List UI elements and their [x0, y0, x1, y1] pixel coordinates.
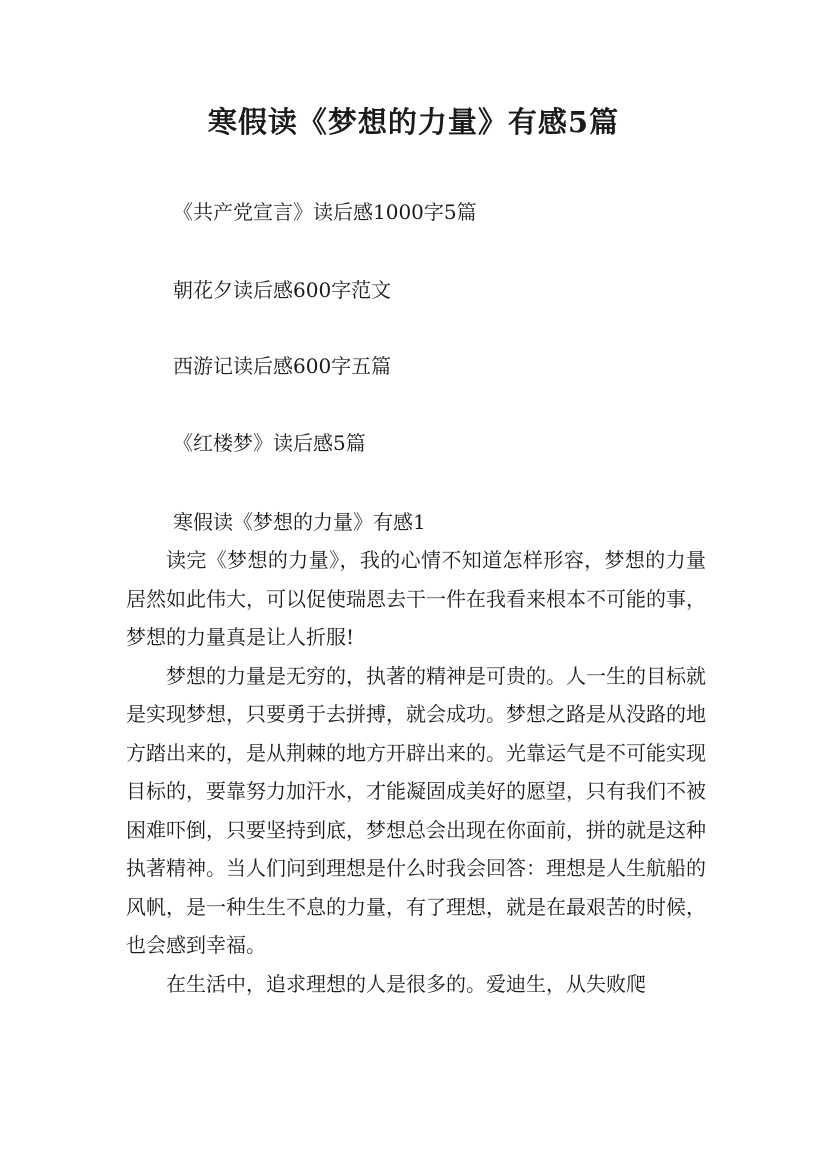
body-paragraph: 读完《梦想的力量》，我的心情不知道怎样形容，梦想的力量居然如此伟大，可以促使瑞恩去干一件在我看来根本不可能的事，梦想的力量真是让人折服! — [126, 548, 706, 649]
related-article-link[interactable]: 朝花夕读后感600字范文 — [173, 278, 392, 302]
document-title: 寒假读《梦想的力量》有感5篇 — [207, 105, 620, 139]
body-paragraph: 在生活中，追求理想的人是很多的。爱迪生，从失败爬 — [166, 971, 646, 996]
related-article-link[interactable]: 《共产党宣言》读后感1000字5篇 — [173, 200, 477, 224]
related-article-link[interactable]: 西游记读后感600字五篇 — [173, 354, 392, 378]
related-article-link[interactable]: 《红楼梦》读后感5篇 — [173, 431, 366, 455]
body-paragraph: 梦想的力量是无穷的，执著的精神是可贵的。人一生的目标就是实现梦想，只要勇于去拼搏，就会成功。梦想之路是从没路的地方踏出来的，是从荆棘的地方开辟出来的。光靠运气是不可能实现目标的，要靠努力加汗水，才能凝固成美好的愿望，只有我们不被困难吓倒，只要坚持到底，梦想总会出现在你面前，拼的就是这种执著精神。当人们问到理想是什么时我会回答：理想是人生航船的风帆，是一种生生不息的力量，有了理想，就是在最艰苦的时候，也会感到幸福。 — [126, 663, 706, 957]
article-body — [126, 541, 706, 1003]
section-heading: 寒假读《梦想的力量》有感1 — [173, 510, 426, 534]
